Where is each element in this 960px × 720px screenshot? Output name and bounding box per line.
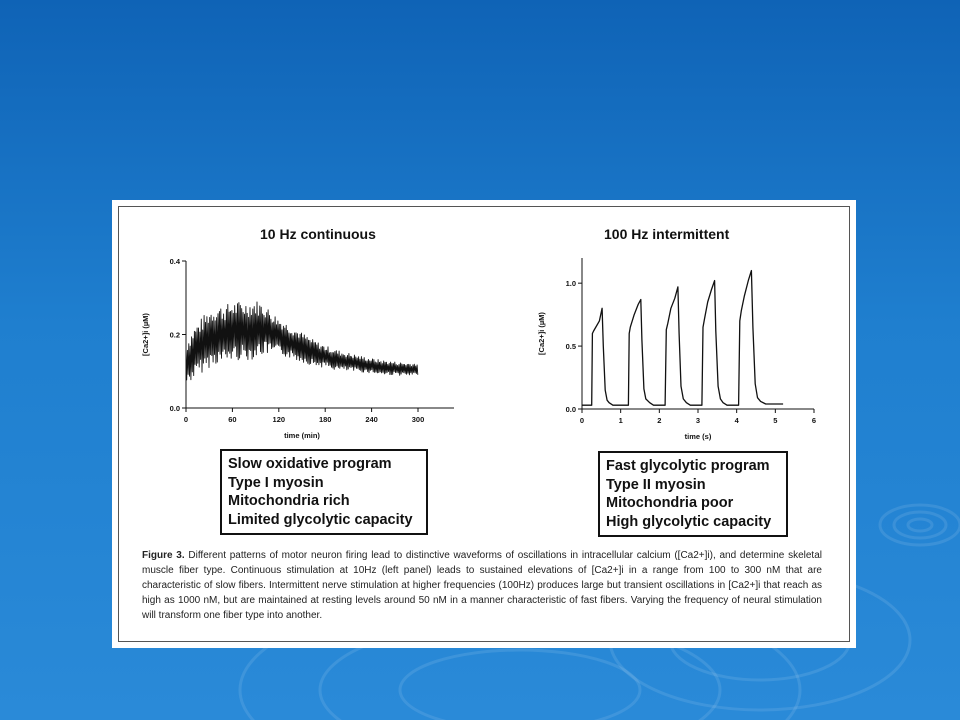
x-tick-label: 0 bbox=[579, 416, 585, 425]
x-tick-label: 1 bbox=[618, 416, 623, 425]
caption-label: Figure 3. bbox=[142, 550, 185, 561]
figure-caption bbox=[142, 548, 822, 623]
caption-text: Different patterns of motor neuron firing lead to distinctive waveforms of oscillations in intracellular calcium ([Ca2+]i), and determine skeletal muscle fiber type. Continuous stimulation at 10Hz (left panel) leads to sustained elevations of [Ca2+]i in a range from 100 to 300 nM that are characteristic of slow fibers. Intermittent nerve stimulation at higher frequencies (100Hz) produces large but transient oscillations in [Ca2+]i that reach as high as 1000 nM, but are maintained at resting levels around 50 nM in a manner characteristic of fast fibers. Varying the frequency of neural stimulation will transform one fiber type into another. bbox=[142, 550, 822, 621]
fast-box-line: High glycolytic capacity bbox=[606, 513, 772, 530]
slow-box-line: Limited glycolytic capacity bbox=[228, 511, 413, 528]
x-tick-label: 2 bbox=[657, 416, 662, 425]
x-axis-label: time (s) bbox=[684, 432, 712, 441]
x-tick-label: 180 bbox=[318, 415, 332, 424]
y-tick-label: 0.4 bbox=[169, 257, 180, 266]
y-axis-label: [Ca2+]i (µM) bbox=[141, 313, 150, 356]
y-tick-label: 0.0 bbox=[169, 404, 180, 413]
y-tick-label: 1.0 bbox=[565, 279, 576, 289]
y-tick-label: 0.2 bbox=[169, 330, 180, 340]
right-chart-title: 100 Hz intermittent bbox=[604, 226, 730, 242]
figure-panel bbox=[112, 200, 856, 648]
slow-box-line: Mitochondria rich bbox=[228, 493, 350, 509]
slow-box-line: Slow oxidative program bbox=[228, 456, 392, 472]
fast-box-line: Mitochondria poor bbox=[606, 495, 734, 511]
x-tick-label: 120 bbox=[272, 415, 286, 424]
fast-fiber-box bbox=[598, 451, 788, 537]
x-tick-label: 300 bbox=[411, 415, 425, 424]
left-chart-title: 10 Hz continuous bbox=[260, 226, 376, 242]
y-tick-label: 0.0 bbox=[565, 405, 576, 414]
slow-box-line: Type I myosin bbox=[228, 474, 324, 491]
x-tick-label: 6 bbox=[811, 416, 817, 425]
right-chart bbox=[112, 200, 856, 450]
fast-box-line: Type II myosin bbox=[606, 476, 706, 493]
slow-fiber-box bbox=[220, 449, 428, 535]
x-tick-label: 5 bbox=[773, 416, 778, 425]
x-tick-label: 4 bbox=[734, 416, 739, 425]
x-tick-label: 3 bbox=[695, 416, 701, 425]
y-axis-label: [Ca2+]i (µM) bbox=[537, 312, 546, 355]
x-tick-label: 60 bbox=[228, 415, 237, 424]
x-tick-label: 240 bbox=[365, 415, 378, 424]
x-tick-label: 0 bbox=[183, 415, 189, 424]
y-tick-label: 0.5 bbox=[565, 342, 576, 352]
x-axis-label: time (min) bbox=[284, 431, 320, 440]
series-line bbox=[582, 271, 783, 406]
fast-box-line: Fast glycolytic program bbox=[606, 458, 770, 474]
